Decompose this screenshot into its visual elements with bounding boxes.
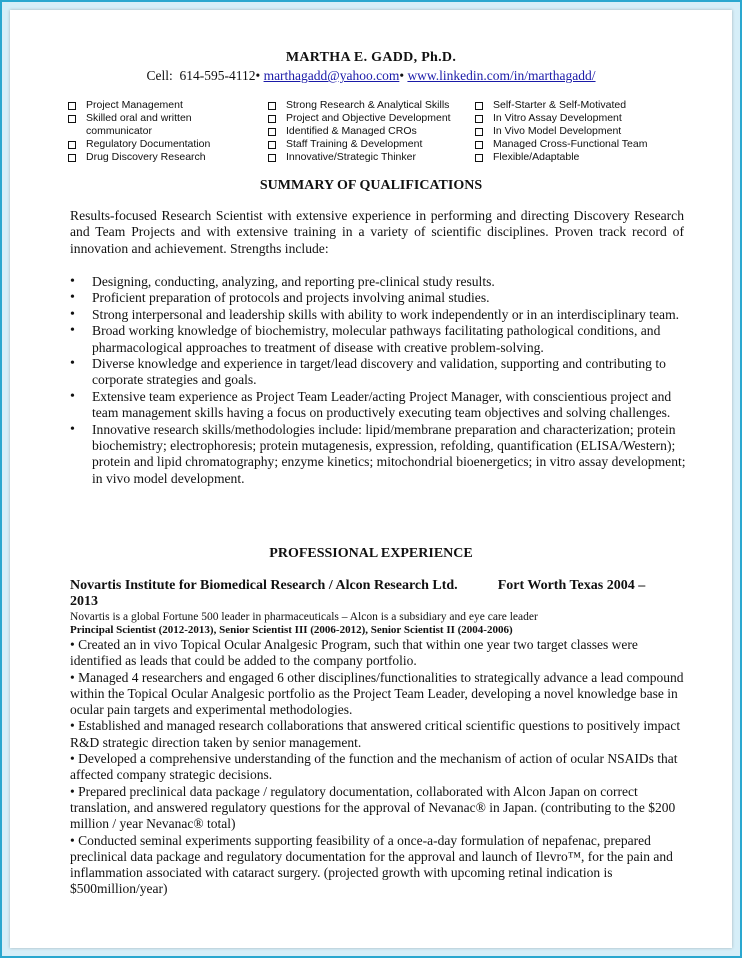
checkbox-icon <box>268 102 276 110</box>
skill-item: Identified & Managed CROs <box>268 125 478 138</box>
strengths-list <box>68 274 688 487</box>
checkbox-icon <box>475 115 483 123</box>
checkbox-icon <box>68 154 76 162</box>
experience-body <box>70 610 690 898</box>
skill-item: Skilled oral and written communicator <box>68 112 258 138</box>
skill-item: In Vitro Assay Development <box>475 112 675 125</box>
skill-item: Strong Research & Analytical Skills <box>268 99 478 112</box>
skills-column-2 <box>268 99 478 164</box>
skills-column-1 <box>68 99 258 164</box>
skill-item: Innovative/Strategic Thinker <box>268 151 478 164</box>
separator-dot: • <box>255 68 261 83</box>
contact-line <box>10 68 732 84</box>
cell-label: Cell: <box>146 68 173 83</box>
skill-item: Drug Discovery Research <box>68 151 258 164</box>
checkbox-icon <box>268 128 276 136</box>
company-name: Novartis Institute for Biomedical Research / Alcon Research Ltd. <box>70 578 458 593</box>
candidate-name: MARTHA E. GADD, Ph.D. <box>285 50 457 65</box>
checkbox-icon <box>268 141 276 149</box>
achievement-item: • Prepared preclinical data package / regulatory documentation, collaborated with Alcon Japan on correct translation, and answered regulatory questions for the approval of Nevanac® in Japan. (contributing to the $200 million / year Nevanac® total) <box>70 783 676 832</box>
checkbox-icon <box>68 102 76 110</box>
list-item: • Diverse knowledge and experience in target/lead discovery and validation, supporting and contributing to corporate strategies and goals. <box>68 356 688 389</box>
checkbox-icon <box>268 115 276 123</box>
job-location-dates: Fort Worth Texas 2004 – 2013 <box>70 578 646 609</box>
skill-item: In Vivo Model Development <box>475 125 675 138</box>
achievement-item: • Conducted seminal experiments supporting feasibility of a once-a-day formulation of nepafenac, prepared preclinical data package and regulatory documentation for the approval and launch of Ilevro™, for the pain and inflammation associated with cataract surgery. (projected growth with upcoming retinal indication is $500million/year) <box>70 832 673 897</box>
job-titles: Principal Scientist (2012-2013), Senior Scientist III (2006-2012), Senior Scientist II (2004-2006) <box>70 624 513 636</box>
list-item: • Designing, conducting, analyzing, and reporting pre-clinical study results. <box>68 274 688 290</box>
list-item: • Strong interpersonal and leadership skills with ability to work independently or in an interdisciplinary team. <box>68 307 688 323</box>
checkbox-icon <box>475 128 483 136</box>
list-item: • Innovative research skills/methodologies include: lipid/membrane preparation and characterization; protein biochemistry; electrophoresis; protein mutagenesis, expression, refolding, quantification (ELISA/Western); protein and lipid chromatography; enzyme kinetics; mitochondrial bioenergetics; in vitro assay development; in vivo model development. <box>68 422 688 488</box>
phone-number: 614-595-4112 <box>179 68 256 83</box>
skill-item: Project Management <box>68 99 258 112</box>
summary-heading: SUMMARY OF QUALIFICATIONS <box>259 178 483 193</box>
skill-item: Project and Objective Development <box>268 112 478 125</box>
checkbox-icon <box>68 141 76 149</box>
skills-column-3 <box>475 99 675 164</box>
list-item: • Proficient preparation of protocols and projects involving animal studies. <box>68 290 688 306</box>
checkbox-icon <box>475 141 483 149</box>
achievement-item: • Developed a comprehensive understanding of the function and the mechanism of action of ocular NSAIDs that affected company strategic decisions. <box>70 751 678 783</box>
checkbox-icon <box>475 102 483 110</box>
list-item: • Broad working knowledge of biochemistry, molecular pathways facilitating pathological conditions, and pharmacological approaches to treatment of disease with creative problem-solving. <box>68 323 688 356</box>
company-description: Novartis is a global Fortune 500 leader in pharmaceuticals – Alcon is a subsidiary and eye care leader <box>70 611 538 623</box>
skill-item: Regulatory Documentation <box>68 138 258 151</box>
experience-heading: PROFESSIONAL EXPERIENCE <box>269 546 473 561</box>
list-item: • Extensive team experience as Project Team Leader/acting Project Manager, with conscientious project and team management skills having a focus on productively executing team objectives and solving challenges. <box>68 389 688 422</box>
separator-dot: • <box>399 68 405 83</box>
skill-item: Flexible/Adaptable <box>475 151 675 164</box>
linkedin-link[interactable]: www.linkedin.com/in/marthagadd/ <box>407 68 596 83</box>
achievement-item: • Managed 4 researchers and engaged 6 other disciplines/functionalities to strategically advance a lead compound within the Topical Ocular Analgesic portfolio as the Project Team Leader, developing a novel knowledge base in ocular pain targets and experimental methodologies. <box>70 669 684 718</box>
employer-heading <box>70 578 670 610</box>
skill-item: Self-Starter & Self-Motivated <box>475 99 675 112</box>
checkbox-icon <box>475 154 483 162</box>
email-link[interactable]: marthagadd@yahoo.com <box>263 68 400 83</box>
achievement-item: • Created an in vivo Topical Ocular Analgesic Program, such that within one year two target classes were identified as leads that could be added to the company portfolio. <box>70 637 638 669</box>
summary-intro: Results-focused Research Scientist with extensive experience in performing and directing Discovery Research and Team Projects and with extensive training in a variety of scientific disciplines. Proven track record of innovation and achievement. Strengths include: <box>70 208 684 256</box>
achievement-item: • Established and managed research collaborations that answered critical scientific questions to positively impact R&D strategic direction taken by senior management. <box>70 718 681 750</box>
resume-page <box>10 10 732 948</box>
skill-item: Managed Cross-Functional Team <box>475 138 675 151</box>
checkbox-icon <box>268 154 276 162</box>
checkbox-icon <box>68 115 76 123</box>
skill-item: Staff Training & Development <box>268 138 478 151</box>
